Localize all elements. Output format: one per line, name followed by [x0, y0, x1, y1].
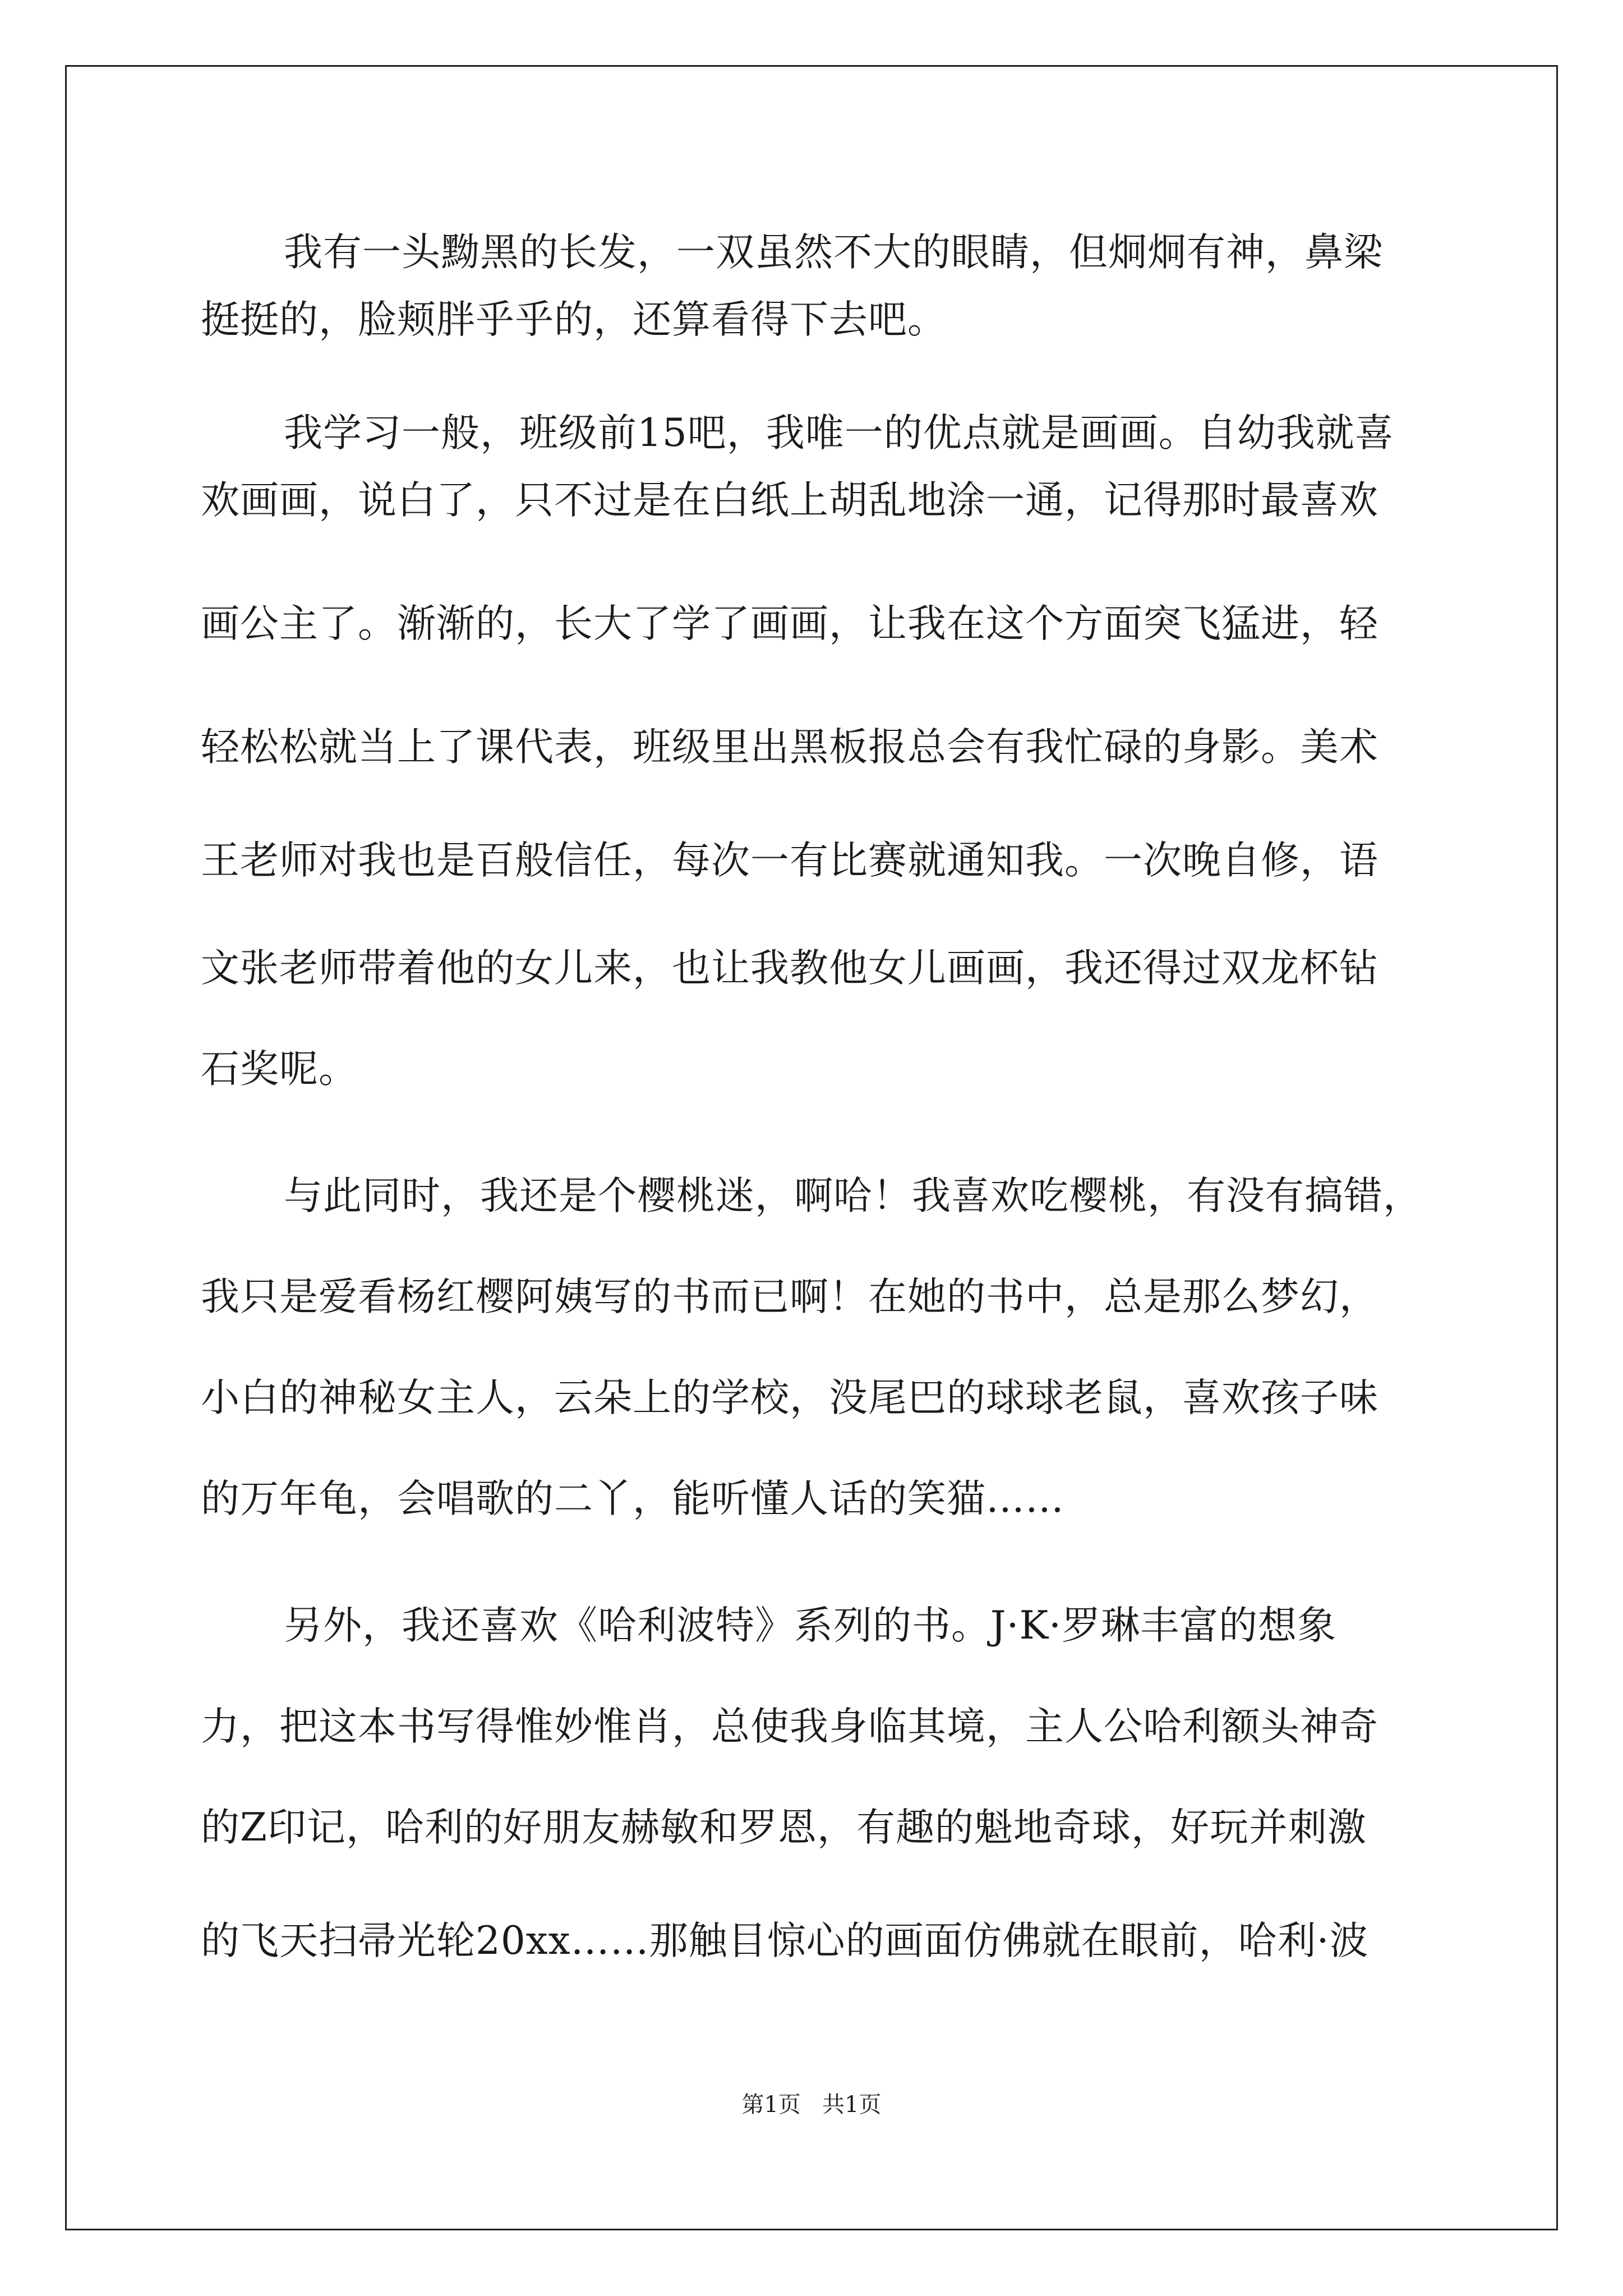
text-line: 画公主了。渐渐的，长大了学了画画，让我在这个方面突飞猛进，轻 [201, 601, 1378, 646]
text-line: 王老师对我也是百般信任，每次一有比赛就通知我。一次晚自修，语 [201, 838, 1378, 883]
text-line: 另外，我还喜欢《哈利波特》系列的书。J·K·罗琳丰富的想象 [284, 1603, 1337, 1648]
text-line: 的万年龟，会唱歌的二丫，能听懂人话的笑猫…… [201, 1476, 1064, 1521]
text-line: 我有一头黝黑的长发，一双虽然不大的眼睛，但炯炯有神，鼻梁 [284, 230, 1383, 275]
text-line: 与此同时，我还是个樱桃迷，啊哈！我喜欢吃樱桃，有没有搞错， [284, 1174, 1422, 1218]
text-line: 文张老师带着他的女儿来，也让我教他女儿画画，我还得过双龙杯钻 [201, 946, 1378, 991]
text-line: 小白的神秘女主人，云朵上的学校，没尾巴的球球老鼠，喜欢孩子味 [201, 1375, 1378, 1420]
text-line: 轻松松就当上了课代表，班级里出黑板报总会有我忙碌的身影。美术 [201, 725, 1378, 770]
text-line: 挺挺的，脸颊胖乎乎的，还算看得下去吧。 [201, 297, 947, 342]
text-line: 我只是爱看杨红樱阿姨写的书而已啊！在她的书中，总是那么梦幻， [201, 1274, 1378, 1319]
text-line: 石奖呢。 [201, 1047, 358, 1092]
text-line: 力，把这本书写得惟妙惟肖，总使我身临其境，主人公哈利额头神奇 [201, 1704, 1378, 1749]
text-line: 欢画画，说白了，只不过是在白纸上胡乱地涂一通，记得那时最喜欢 [201, 478, 1378, 523]
page-border [65, 65, 1558, 2230]
text-line: 我学习一般，班级前15吧，我唯一的优点就是画画。自幼我就喜 [284, 411, 1394, 455]
text-line: 的Z印记，哈利的好朋友赫敏和罗恩，有趣的魁地奇球，好玩并刺激 [201, 1805, 1367, 1850]
page-footer: 第1页 共1页 [741, 2092, 882, 2118]
text-line: 的飞天扫帚光轮20xx……那触目惊心的画面仿佛就在眼前，哈利·波 [201, 1918, 1369, 1963]
